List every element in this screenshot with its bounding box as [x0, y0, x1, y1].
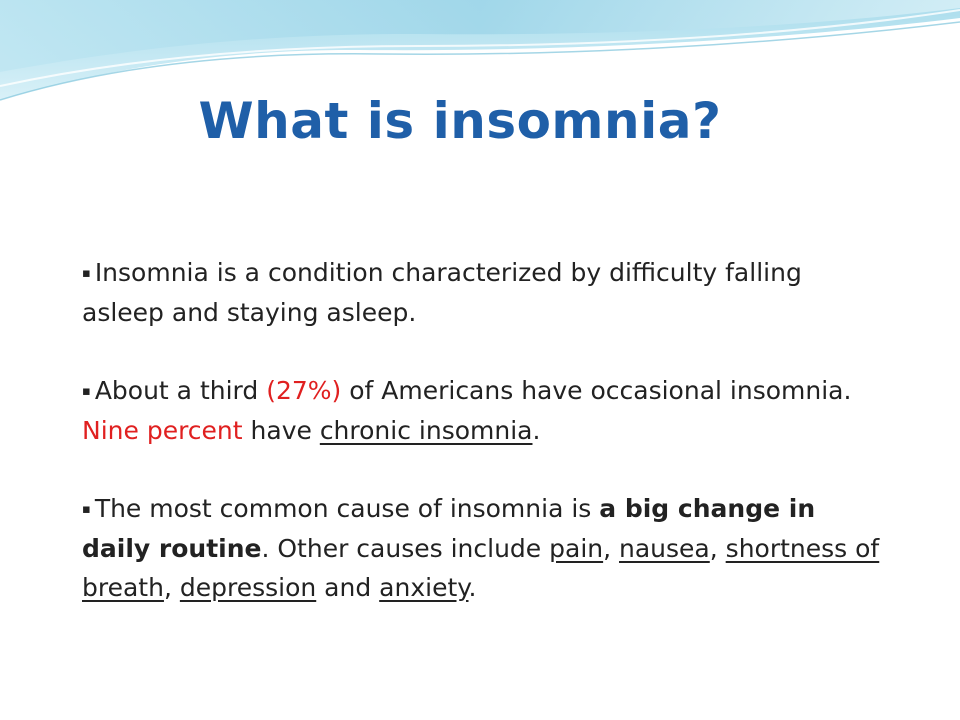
bullet-2-text-c: have [242, 416, 320, 445]
bullet-list [82, 253, 882, 646]
bullet-3 [82, 489, 882, 607]
nine-percent-highlight: Nine percent [82, 416, 243, 445]
bullet-3-end: . [468, 573, 477, 602]
percent-highlight: (27%) [266, 376, 342, 405]
pain-term: pain [549, 534, 604, 563]
bullet-2 [82, 371, 882, 450]
bullet-1-text: Insomnia is a condition characterized by difficulty falling asleep and staying asleep. [82, 258, 802, 327]
bullet-marker: ▪ [82, 384, 91, 399]
separator: , [709, 534, 726, 563]
bullet-2-text-a: About a third [94, 376, 267, 405]
and-word: and [316, 573, 380, 602]
bullet-marker: ▪ [82, 266, 91, 281]
bullet-marker: ▪ [82, 502, 91, 517]
anxiety-term: anxiety [379, 573, 469, 602]
separator: , [163, 573, 180, 602]
bullet-1 [82, 253, 882, 332]
chronic-insomnia-term: chronic insomnia [319, 416, 533, 445]
shortness-of-breath-term: shortness of breath [82, 534, 880, 602]
bullet-2-text-b: of Americans have occasional insomnia. [341, 376, 852, 405]
bullet-3-text-b: . Other causes include [261, 534, 550, 563]
slide-title: What is insomnia? [198, 92, 722, 150]
big-change-emphasis: a big change in daily routine [82, 494, 816, 563]
bullet-3-text-a: The most common cause of insomnia is [94, 494, 600, 523]
bullet-2-text-d: . [532, 416, 541, 445]
depression-term: depression [179, 573, 317, 602]
separator: , [603, 534, 620, 563]
nausea-term: nausea [619, 534, 710, 563]
